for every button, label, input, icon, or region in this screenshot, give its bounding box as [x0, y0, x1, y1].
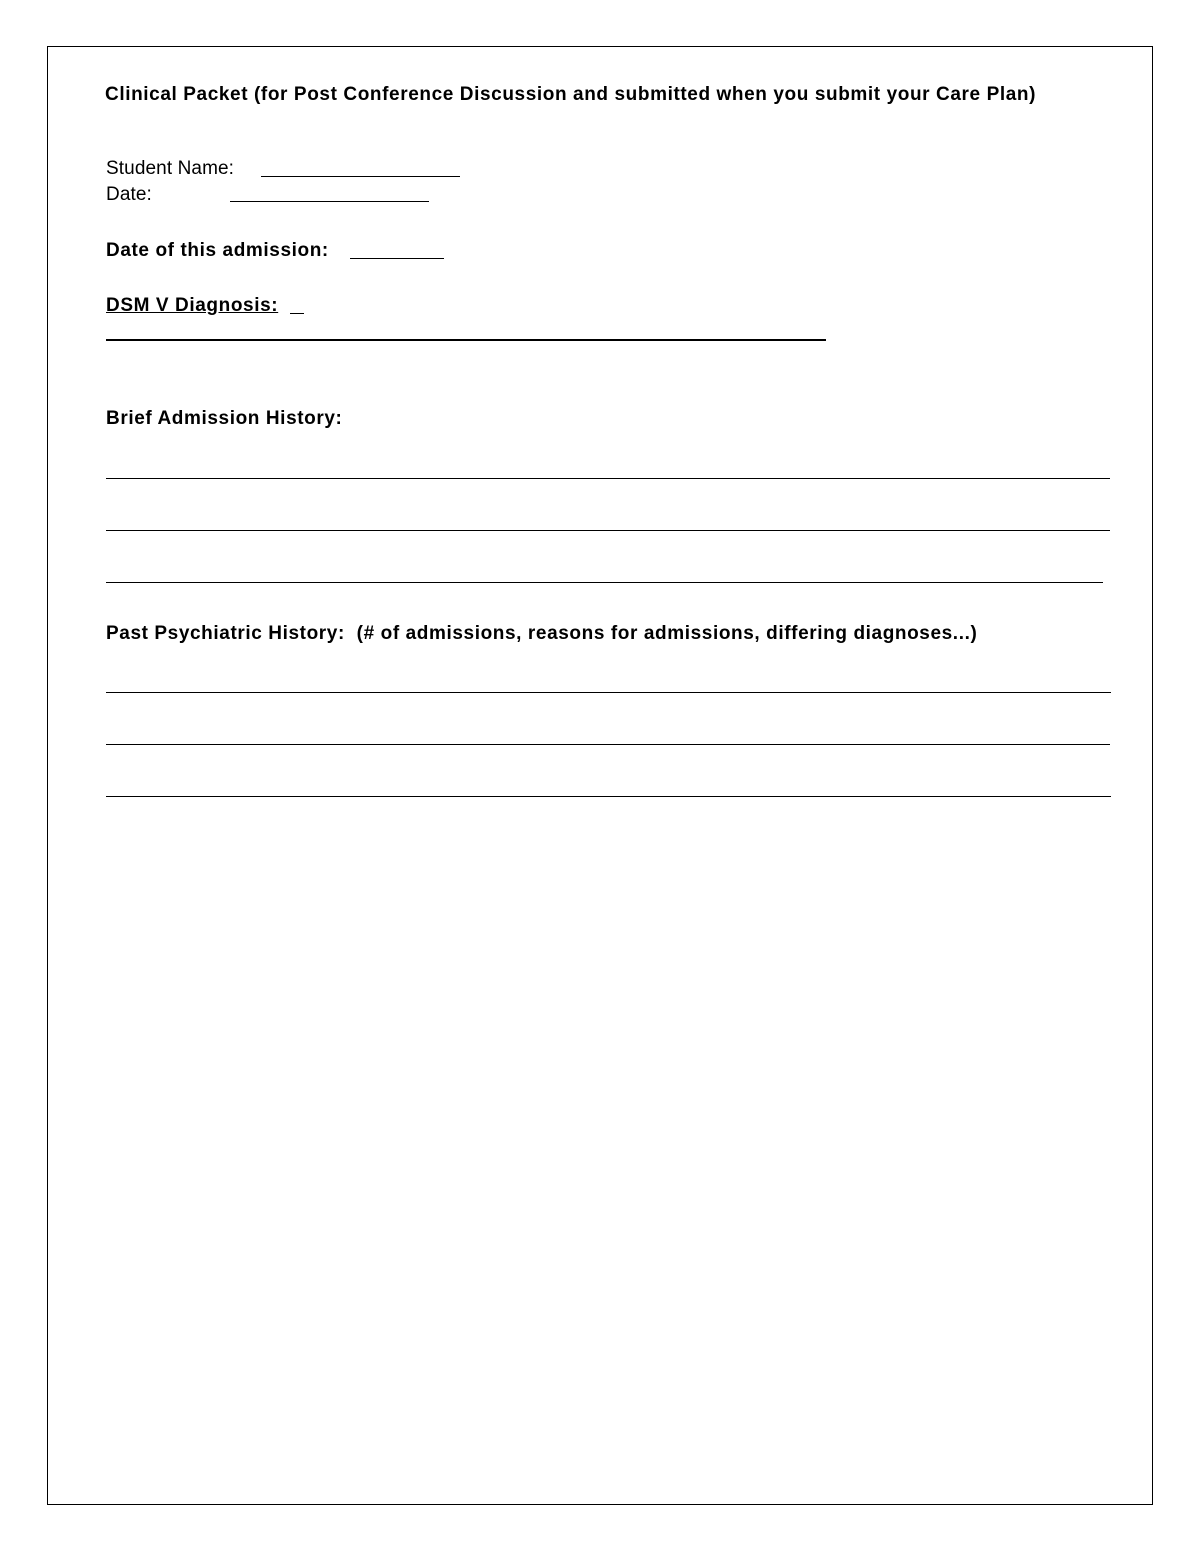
dsm-diagnosis-label: DSM V Diagnosis:: [106, 295, 279, 316]
past-history-line-3[interactable]: [106, 796, 1111, 797]
dsm-diagnosis-field[interactable]: [106, 339, 826, 341]
past-history-line-1[interactable]: [106, 692, 1111, 693]
past-psychiatric-history-heading: [106, 624, 977, 643]
brief-history-line-1[interactable]: [106, 478, 1110, 479]
past-psychiatric-history-label: Past Psychiatric History:: [106, 623, 345, 644]
date-field[interactable]: [230, 201, 429, 202]
date-label: Date:: [106, 184, 152, 205]
page-border: [47, 46, 1153, 1505]
student-name-label: Student Name:: [106, 158, 235, 179]
brief-history-line-2[interactable]: [106, 530, 1110, 531]
brief-admission-history-label: Brief Admission History:: [106, 408, 343, 429]
dsm-label-underline-tail: [290, 313, 304, 314]
student-name-field[interactable]: [261, 176, 460, 177]
admission-date-field[interactable]: [350, 258, 444, 259]
brief-history-line-3[interactable]: [106, 582, 1103, 583]
admission-date-label: Date of this admission:: [106, 240, 329, 261]
past-psychiatric-history-hint: (# of admissions, reasons for admissions, differing diagnoses...): [356, 623, 978, 644]
past-history-line-2[interactable]: [106, 744, 1110, 745]
form-title: Clinical Packet (for Post Conference Discussion and submitted when you submit your Care Plan): [105, 84, 1037, 105]
